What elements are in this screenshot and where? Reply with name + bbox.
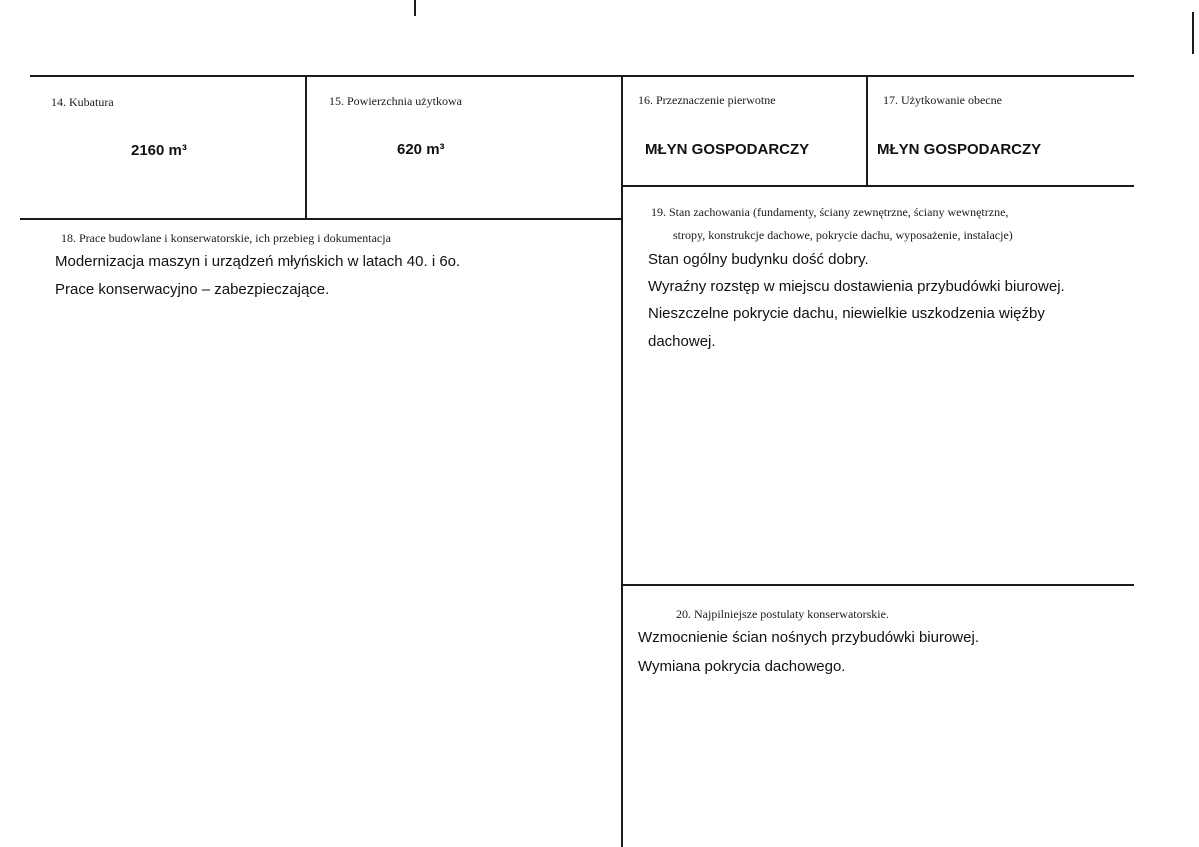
uzytkowanie-label: 17. Użytkowanie obecne	[883, 93, 1002, 107]
stan-line-1: Stan ogólny budynku dość dobry.	[648, 251, 869, 268]
kubatura-label: 14. Kubatura	[51, 95, 114, 109]
scan-mark-top	[414, 0, 416, 16]
divider-under-14-15	[20, 218, 621, 220]
stan-line-2: Wyraźny rozstęp w miejscu dostawienia przybudówki biurowej.	[648, 278, 1065, 295]
divider-19-20	[621, 584, 1134, 586]
divider-16-17	[866, 75, 868, 187]
scan-mark-right	[1192, 12, 1194, 54]
stan-line-4: dachowej.	[648, 333, 716, 350]
stan-label-line-1: 19. Stan zachowania (fundamenty, ściany zewnętrzne, ściany wewnętrzne,	[651, 205, 1009, 219]
postulaty-line-1: Wzmocnienie ścian nośnych przybudówki biurowej.	[638, 629, 979, 646]
kubatura-value: 2160 m³	[131, 142, 187, 159]
divider-14-15	[305, 75, 307, 220]
prace-label: 18. Prace budowlane i konserwatorskie, ich przebieg i dokumentacja	[61, 231, 391, 245]
stan-label-line-2: stropy, konstrukcje dachowe, pokrycie dachu, wyposażenie, instalacje)	[673, 228, 1013, 242]
divider-left-right-column	[621, 75, 623, 847]
powierzchnia-value: 620 m³	[397, 141, 445, 158]
form-top-border	[30, 75, 1134, 77]
stan-line-3: Nieszczelne pokrycie dachu, niewielkie uszkodzenia więźby	[648, 305, 1045, 322]
prace-line-2: Prace konserwacyjno – zabezpieczające.	[55, 281, 330, 298]
przeznaczenie-value: MŁYN GOSPODARCZY	[645, 141, 810, 158]
uzytkowanie-value: MŁYN GOSPODARCZY	[877, 141, 1042, 158]
postulaty-label: 20. Najpilniejsze postulaty konserwatorskie.	[676, 607, 889, 621]
powierzchnia-label: 15. Powierzchnia użytkowa	[329, 94, 462, 108]
postulaty-line-2: Wymiana pokrycia dachowego.	[638, 658, 846, 675]
divider-under-16-17	[621, 185, 1134, 187]
przeznaczenie-label: 16. Przeznaczenie pierwotne	[638, 93, 776, 107]
prace-line-1: Modernizacja maszyn i urządzeń młyńskich w latach 40. i 6o.	[55, 253, 461, 270]
